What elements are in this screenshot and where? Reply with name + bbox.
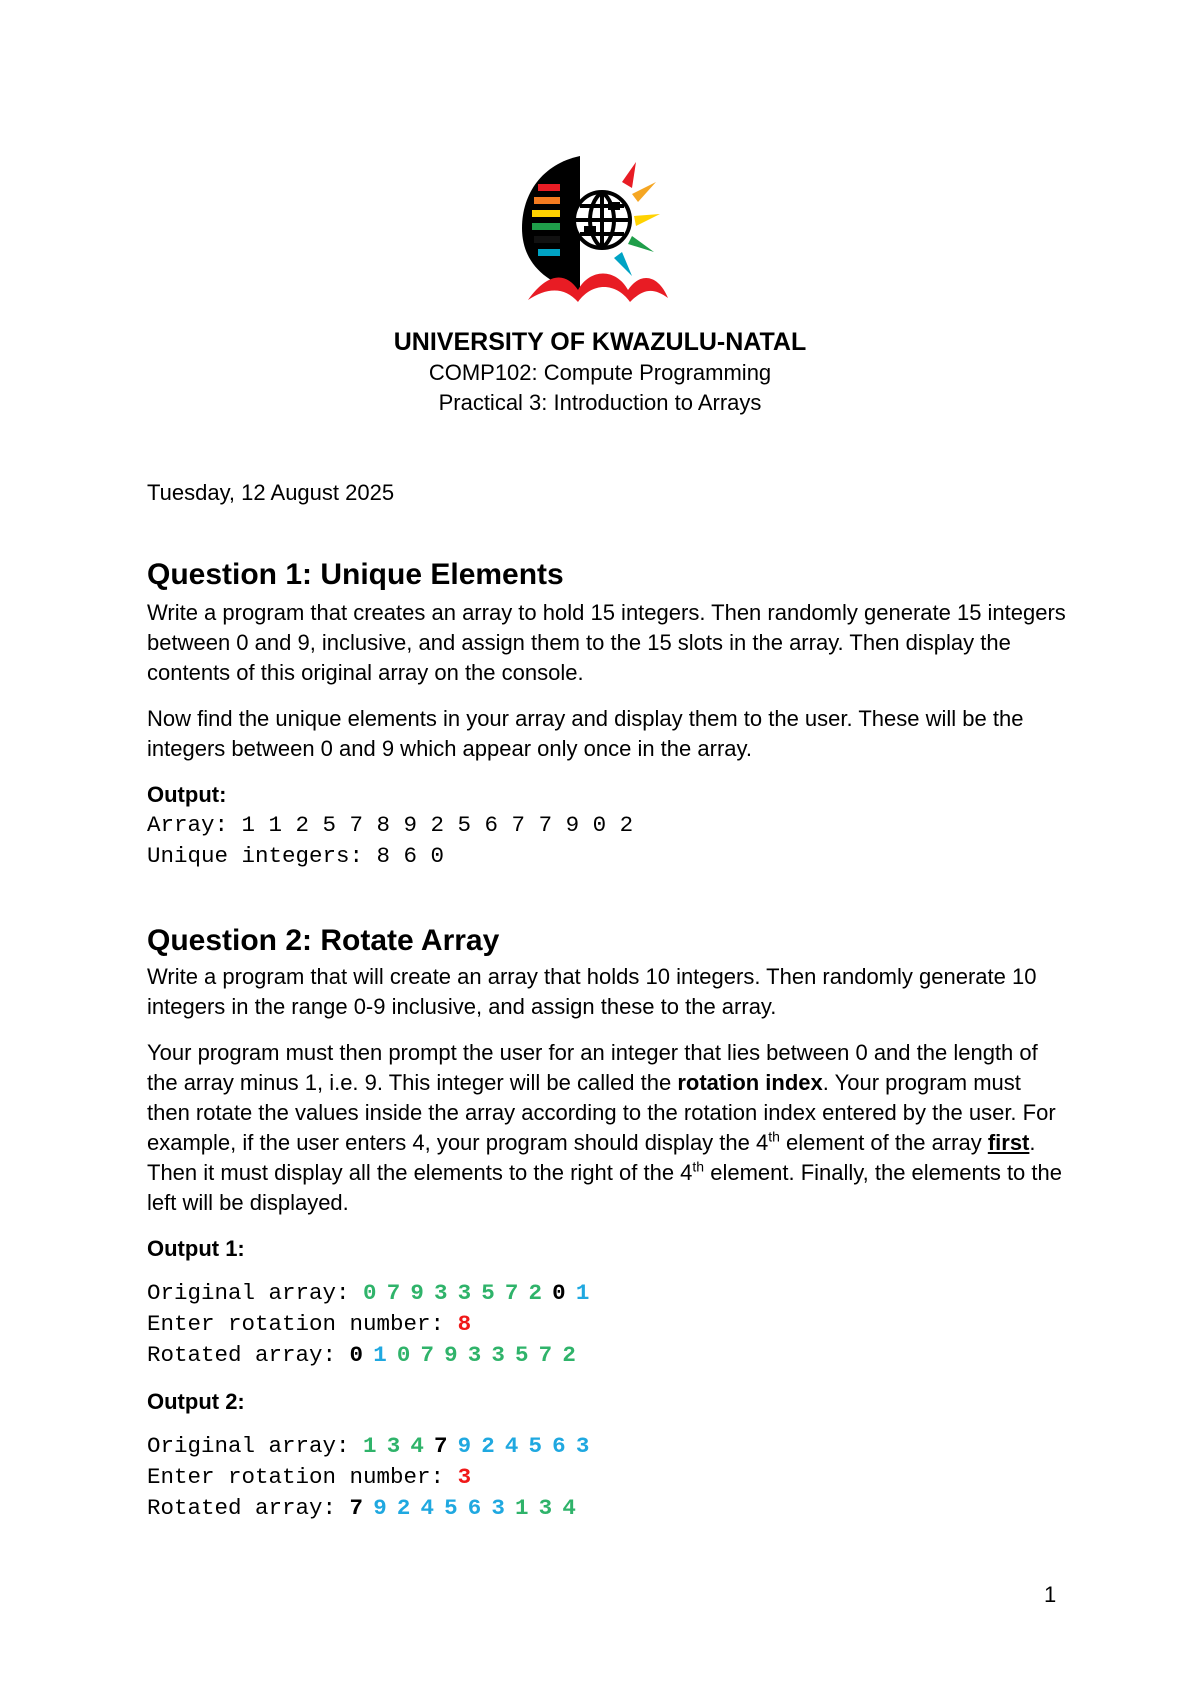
university-name: UNIVERSITY OF KWAZULU-NATAL (393, 328, 807, 356)
array-value: 0 (349, 1342, 364, 1368)
array-value: 3 (538, 1495, 553, 1521)
array-value: 6 (467, 1495, 482, 1521)
array-value: 4 (504, 1433, 519, 1459)
university-logo (518, 142, 688, 312)
output-1-rotated-values (350, 1342, 576, 1368)
output-1-rotation-value (458, 1311, 472, 1337)
question-1-section (147, 556, 1067, 872)
question-2-section (147, 922, 1067, 1524)
array-value: 3 (491, 1342, 505, 1368)
array-value: 4 (420, 1495, 434, 1521)
array-value: 2 (562, 1342, 576, 1368)
document-date: Tuesday, 12 August 2025 (147, 480, 395, 505)
array-value: 9 (444, 1342, 458, 1368)
document-header (0, 326, 1200, 418)
output-2-rotation-line (147, 1462, 1067, 1493)
course-title: COMP102: Compute Programming (428, 360, 772, 385)
first-emphasis: first (987, 1130, 1030, 1155)
array-value: 9 (457, 1433, 472, 1459)
output-1-block (147, 1278, 1067, 1371)
array-value: 7 (420, 1342, 434, 1368)
question-2-paragraph-1: Write a program that will create an array that holds 10 integers. Then randomly generate 10 integers in the range 0-9 inclusive, and assign these to the array. (147, 964, 1037, 1019)
output-2-rotated-values (350, 1495, 576, 1521)
question-1-array-line: Array: 1 1 2 5 7 8 9 2 5 6 7 7 9 0 2 (147, 812, 634, 838)
array-value: 7 (538, 1342, 553, 1368)
question-1-title: Question 1: Unique Elements (147, 558, 564, 591)
array-value: 1 (363, 1433, 377, 1459)
array-value: 2 (396, 1495, 411, 1521)
question-2-paragraph-2-part-c: element of the array (779, 1130, 988, 1155)
array-value: 7 (504, 1280, 519, 1306)
question-1-unique-line: Unique integers: 8 6 0 (147, 843, 445, 869)
ordinal-suffix: th (692, 1158, 705, 1175)
question-1-paragraph-1: Write a program that creates an array to hold 15 integers. Then randomly generate 15 integers between 0 and 9, inclusive, and assign them to the 15 slots in the array. Then display the contents of this original array on the console. (147, 600, 1066, 685)
array-value: 2 (528, 1280, 543, 1306)
practical-title: Practical 3: Introduction to Arrays (438, 390, 762, 415)
array-value: 4 (562, 1495, 576, 1521)
output-2-block (147, 1431, 1067, 1524)
rotated-array-prefix: Rotated array: (147, 1495, 350, 1521)
array-value: 5 (528, 1433, 543, 1459)
array-value: 1 (515, 1495, 529, 1521)
question-2-paragraph-2-part-d: . Then it must display all the elements to the right of the 4 (147, 1130, 1036, 1185)
array-value: 7 (433, 1433, 448, 1459)
question-2-paragraph-2-part-b: . Your program must then rotate the values inside the array according to the rotation index entered by the user. For example, if the user enters 4, your program should display the 4 (147, 1070, 1056, 1155)
array-value: 3 (575, 1433, 590, 1459)
output-2-label: Output 2: (147, 1389, 245, 1414)
array-value: 3 (457, 1464, 472, 1490)
output-1-label: Output 1: (147, 1236, 245, 1261)
array-value: 3 (457, 1280, 472, 1306)
output-2-rotated-line (147, 1493, 1067, 1524)
enter-rotation-prefix: Enter rotation number: (147, 1311, 458, 1337)
output-2-rotation-value (458, 1464, 472, 1490)
array-value: 7 (386, 1280, 401, 1306)
array-value: 5 (515, 1342, 529, 1368)
question-2-paragraph-2-part-e: element. Finally, the elements to the left will be displayed. (147, 1160, 1062, 1215)
array-value: 5 (481, 1280, 495, 1306)
rotated-array-prefix: Rotated array: (147, 1342, 350, 1368)
question-1-paragraph-2: Now find the unique elements in your array and display them to the user. These will be the integers between 0 and 9 which appear only once in the array. (147, 706, 1024, 761)
array-value: 3 (491, 1495, 505, 1521)
output-1-rotated-line (147, 1340, 1067, 1371)
output-1-original-values (363, 1280, 589, 1306)
array-value: 4 (410, 1433, 424, 1459)
array-value: 9 (410, 1280, 424, 1306)
question-2-paragraph-2 (147, 1038, 1067, 1218)
array-value: 3 (467, 1342, 482, 1368)
enter-rotation-prefix: Enter rotation number: (147, 1464, 458, 1490)
rotation-index-term: rotation index (677, 1070, 823, 1095)
array-value: 3 (386, 1433, 401, 1459)
original-array-prefix: Original array: (147, 1280, 364, 1306)
question-1-output-label: Output: (147, 782, 227, 807)
array-value: 5 (444, 1495, 458, 1521)
question-2-title: Question 2: Rotate Array (147, 924, 500, 957)
question-2-paragraph-2-part-a: Your program must then prompt the user for an integer that lies between 0 and the length of the array minus 1, i.e. 9. This integer will be called the (147, 1040, 1038, 1095)
output-2-original-line (147, 1431, 1067, 1462)
array-value: 1 (575, 1280, 590, 1306)
array-value: 8 (457, 1311, 472, 1337)
array-value: 0 (396, 1342, 411, 1368)
output-1-rotation-line (147, 1309, 1067, 1340)
array-value: 0 (363, 1280, 377, 1306)
array-value: 3 (433, 1280, 448, 1306)
original-array-prefix: Original array: (147, 1433, 364, 1459)
array-value: 9 (373, 1495, 387, 1521)
ordinal-suffix: th (768, 1128, 780, 1145)
array-value: 6 (552, 1433, 566, 1459)
array-value: 7 (349, 1495, 364, 1521)
array-value: 1 (373, 1342, 387, 1368)
array-value: 2 (481, 1433, 495, 1459)
output-1-original-line (147, 1278, 1067, 1309)
output-2-original-values (363, 1433, 589, 1459)
page-number: 1 (1044, 1582, 1057, 1607)
array-value: 0 (552, 1280, 566, 1306)
